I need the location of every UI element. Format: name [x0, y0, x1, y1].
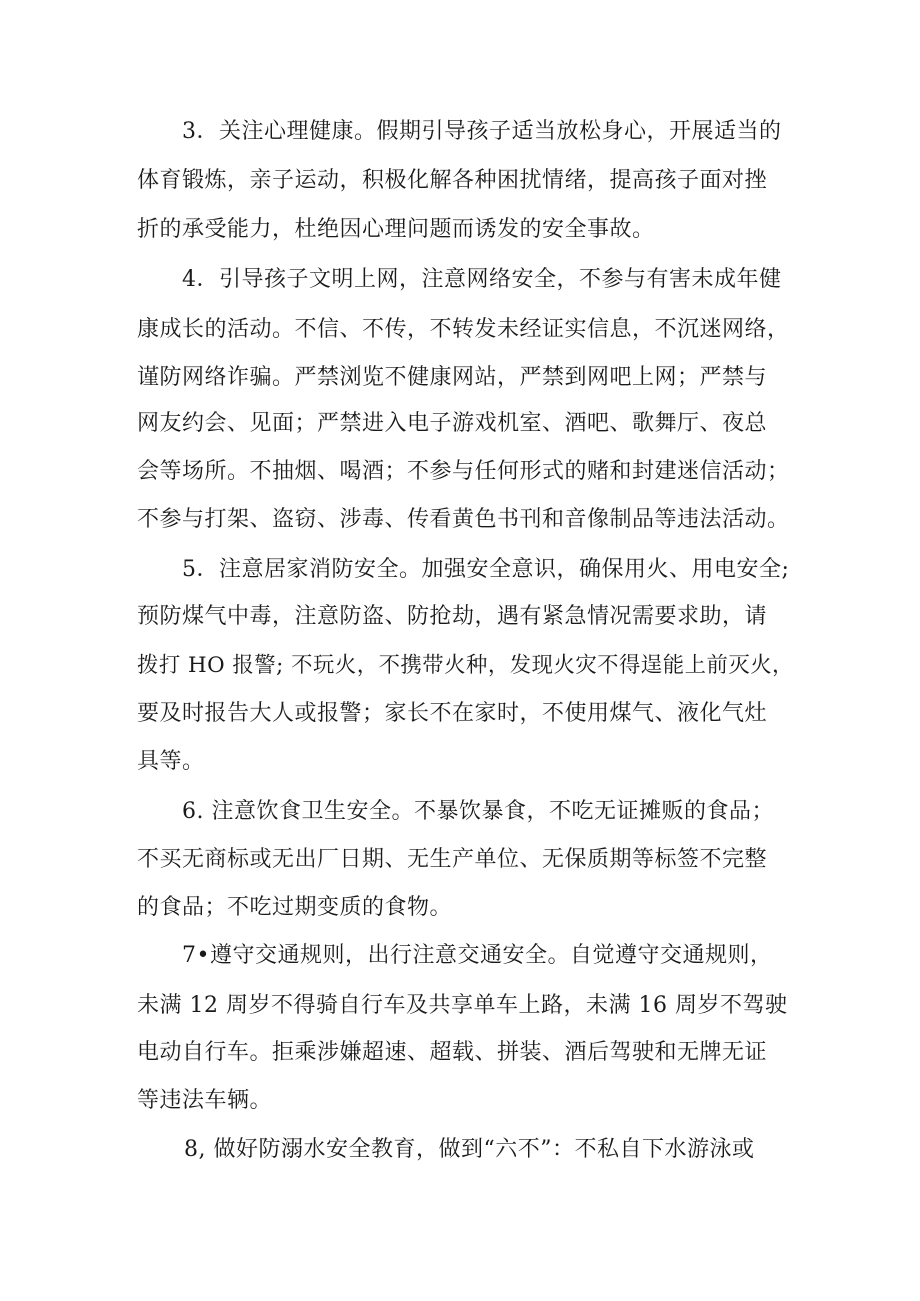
text-line: 电动自行车。拒乘涉嫌超速、超载、拼装、酒后驾驶和无牌无证 — [137, 1040, 768, 1065]
text-line: 具等。 — [137, 749, 205, 774]
text-line: 不参与打架、盗窃、涉毒、传看黄色书刊和音像制品等违法活动。 — [137, 507, 790, 532]
text-line: 等违法车辆。 — [137, 1088, 273, 1113]
text-line: 7•遵守交通规则，出行注意交通安全。自觉遵守交通规则， — [182, 943, 773, 968]
text-line: 4．引导孩子文明上网，注意网络安全，不参与有害未成年健 — [182, 267, 782, 292]
text-line: 谨防网络诈骗。严禁浏览不健康网站，严禁到网吧上网；严禁与 — [137, 365, 768, 390]
text-line: 拨打 HO 报警; 不玩火，不携带火种，发现火灾不得逞能上前灭火， — [137, 653, 794, 678]
text-line: 不买无商标或无出厂日期、无生产单位、无保质期等标签不完整 — [137, 847, 768, 872]
text-line: 预防煤气中毒，注意防盗、防抢劫，遇有紧急情况需要求助，请 — [137, 604, 768, 629]
text-line: 8, 做好防溺水安全教育，做到“六不”：不私自下水游泳或 — [184, 1137, 755, 1162]
text-line: 6. 注意饮食卫生安全。不暴饮暴食，不吃无证摊贩的食品； — [182, 799, 774, 824]
text-line: 折的承受能力，杜绝因心理问题而诱发的安全事故。 — [137, 217, 655, 242]
text-line: 体育锻炼，亲子运动，积极化解各种困扰情绪，提高孩子面对挫 — [137, 168, 768, 193]
text-line: 康成长的活动。不信、不传，不转发未经证实信息，不沉迷网络， — [137, 317, 790, 342]
text-line: 要及时报告大人或报警；家长不在家时，不使用煤气、液化气灶 — [137, 701, 768, 726]
text-line: 3．关注心理健康。假期引导孩子适当放松身心，开展适当的 — [182, 119, 782, 144]
text-line: 5．注意居家消防安全。加强安全意识，确保用火、用电安全; — [182, 557, 790, 582]
text-line: 网友约会、见面；严禁进入电子游戏机室、酒吧、歌舞厅、夜总 — [137, 411, 768, 436]
text-line: 的食品；不吃过期变质的食物。 — [137, 895, 453, 920]
text-line: 会等场所。不抽烟、喝酒；不参与任何形式的赌和封建迷信活动； — [137, 459, 790, 484]
text-line: 未满 12 周岁不得骑自行车及共享单车上路，未满 16 周岁不驾驶 — [137, 993, 788, 1018]
